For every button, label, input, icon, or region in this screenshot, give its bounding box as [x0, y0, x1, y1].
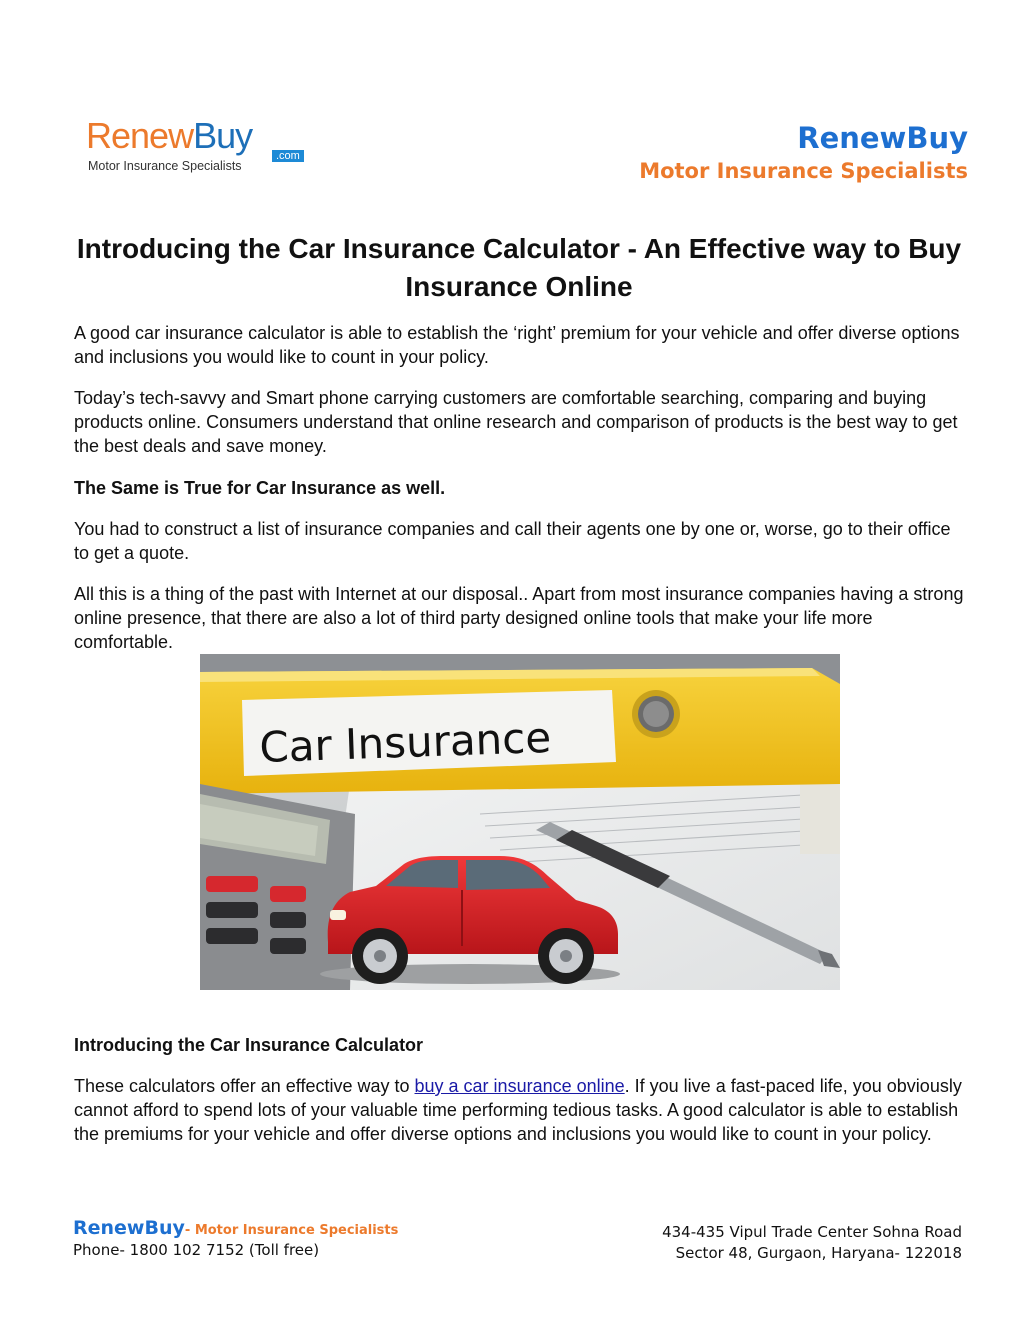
footer-brand-line: RenewBuy- Motor Insurance Specialists — [73, 1217, 399, 1239]
footer-address-line1: 434-435 Vipul Trade Center Sohna Road — [662, 1223, 962, 1241]
header-brand — [639, 120, 968, 186]
header-brand-name: RenewBuy — [797, 121, 968, 155]
paragraph-past: All this is a thing of the past with Internet at our disposal.. Apart from most insurance companies having a strong online presence, that there are also a lot of third party designed online tools that make your life more comfortable. — [74, 584, 964, 652]
footer-brand: RenewBuy — [73, 1217, 185, 1239]
folder-label: Car Insurance — [258, 712, 552, 772]
header-brand-tagline: Motor Insurance Specialists — [639, 159, 968, 183]
logo-tagline: Motor Insurance Specialists — [88, 159, 242, 173]
logo-wordmark: RenewBuy — [86, 115, 253, 156]
footer-phone: Phone- 1800 102 7152 (Toll free) — [73, 1241, 320, 1259]
footer-address-line2: Sector 48, Gurgaon, Haryana- 122018 — [675, 1244, 962, 1262]
paragraph-tech-savvy: Today’s tech-savvy and Smart phone carrying customers are comfortable searching, comparing and buying products online. Consumers understand that online research and comparison of products is the best way to get the best deals and save money. — [74, 388, 958, 456]
buy-car-insurance-link[interactable]: buy a car insurance online — [414, 1076, 625, 1096]
footer-contact — [73, 1217, 398, 1259]
article-title: Introducing the Car Insurance Calculator - An Effective way to Buy Insurance Online — [76, 233, 962, 302]
paragraph-intro: A good car insurance calculator is able to establish the ‘right’ premium for your vehicle and offer diverse options and inclusions you would like to count in your policy. — [74, 323, 960, 367]
section-heading-calculator: Introducing the Car Insurance Calculator — [74, 1035, 424, 1055]
renewbuy-logo — [86, 116, 316, 180]
logo-com-badge: .com — [272, 150, 304, 162]
paragraph-calculators: These calculators offer an effective way to buy a car insurance online. If you live a fast-paced life, you obviously cannot afford to spend lots of your valuable time performing tedious tasks. A good calculator is able to establish the premiums for your vehicle and offer diverse options and inclusions you would like to count in your policy. — [74, 1076, 962, 1144]
paragraph-construct-list: You had to construct a list of insurance companies and call their agents one by one or, worse, go to their office to get a quote. — [74, 519, 951, 563]
footer-tagline: Motor Insurance Specialists — [194, 1223, 399, 1238]
footer-address — [662, 1222, 962, 1264]
car-insurance-image — [200, 654, 840, 990]
section-heading-same-is-true: The Same is True for Car Insurance as well. — [74, 478, 446, 498]
